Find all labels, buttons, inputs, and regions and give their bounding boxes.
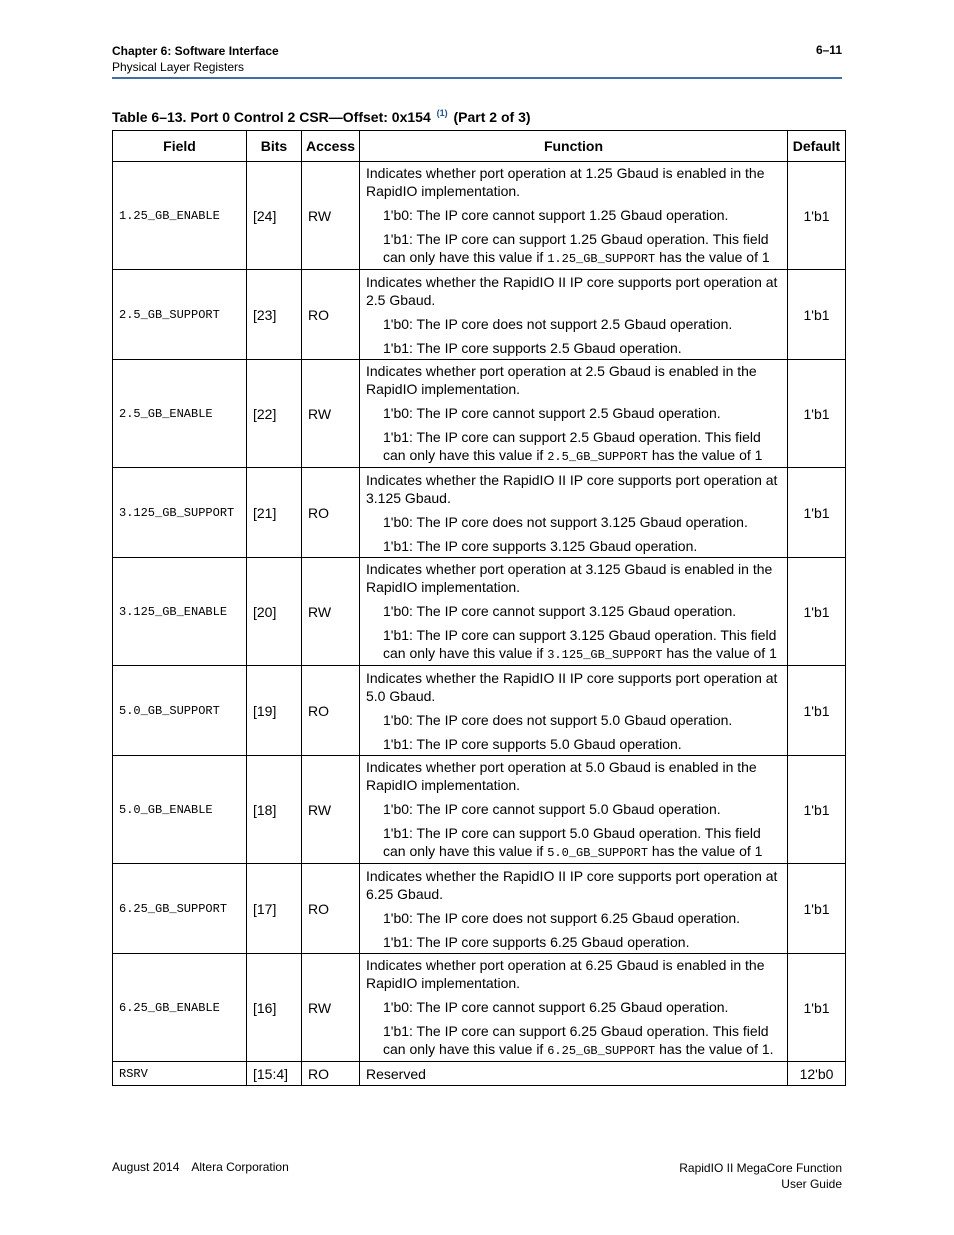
register-field-name: 2.5_GB_ENABLE bbox=[113, 360, 247, 468]
register-access: RO bbox=[302, 468, 360, 558]
register-access: RW bbox=[302, 756, 360, 864]
register-bits: [17] bbox=[247, 864, 302, 954]
register-access: RW bbox=[302, 954, 360, 1062]
function-option-1-tail: has the value of 1 bbox=[648, 842, 763, 859]
register-access: RO bbox=[302, 1062, 360, 1086]
register-function bbox=[360, 162, 788, 270]
function-option-1-text: 1'b1: The IP core supports 6.25 Gbaud operation. bbox=[383, 933, 690, 950]
footer-right bbox=[679, 1160, 842, 1192]
function-option-1 bbox=[366, 735, 781, 753]
table-body bbox=[113, 162, 846, 1086]
register-field-name: 6.25_GB_ENABLE bbox=[113, 954, 247, 1062]
register-field-name: 6.25_GB_SUPPORT bbox=[113, 864, 247, 954]
register-function bbox=[360, 954, 788, 1062]
register-default: 1'b1 bbox=[788, 468, 846, 558]
register-field-name: 3.125_GB_ENABLE bbox=[113, 558, 247, 666]
table-note-link[interactable]: (1) bbox=[436, 108, 448, 118]
function-option-1-text: 1'b1: The IP core can support 3.125 Gbaud operation. This field can only have this value if bbox=[383, 626, 777, 661]
function-description: Indicates whether port operation at 1.25 Gbaud is enabled in the RapidIO implementation. bbox=[366, 164, 765, 199]
function-option-1-code: 3.125_GB_SUPPORT bbox=[547, 647, 663, 662]
function-option-1-code: 1.25_GB_SUPPORT bbox=[547, 251, 656, 266]
function-option-1-code: 2.5_GB_SUPPORT bbox=[547, 449, 649, 464]
register-default: 1'b1 bbox=[788, 558, 846, 666]
function-option-0: 1'b0: The IP core does not support 6.25 Gbaud operation. bbox=[383, 909, 741, 926]
register-function bbox=[360, 468, 788, 558]
table-row bbox=[113, 756, 846, 864]
table-row bbox=[113, 270, 846, 360]
register-bits: [24] bbox=[247, 162, 302, 270]
register-bits: [19] bbox=[247, 666, 302, 756]
chapter-title: Chapter 6: Software Interface bbox=[112, 44, 279, 58]
function-option-1-text: 1'b1: The IP core supports 3.125 Gbaud operation. bbox=[383, 537, 698, 554]
footer-date: August 2014 bbox=[112, 1160, 180, 1174]
column-header-bits: Bits bbox=[247, 131, 302, 162]
function-option-1-tail: has the value of 1. bbox=[655, 1040, 774, 1057]
register-default: 1'b1 bbox=[788, 666, 846, 756]
register-function bbox=[360, 270, 788, 360]
register-table bbox=[112, 130, 846, 1086]
register-bits: [20] bbox=[247, 558, 302, 666]
register-default: 1'b1 bbox=[788, 954, 846, 1062]
register-default: 1'b1 bbox=[788, 360, 846, 468]
function-option-1 bbox=[366, 824, 781, 862]
function-description: Indicates whether port operation at 5.0 Gbaud is enabled in the RapidIO implementation. bbox=[366, 758, 757, 793]
table-caption-title: Table 6–13. Port 0 Control 2 CSR—Offset: 0x154 bbox=[112, 109, 431, 125]
function-option-1 bbox=[366, 1022, 781, 1060]
table-row bbox=[113, 360, 846, 468]
register-function bbox=[360, 864, 788, 954]
register-function bbox=[360, 1062, 788, 1086]
table-row bbox=[113, 162, 846, 270]
register-access: RW bbox=[302, 360, 360, 468]
function-option-1-tail: has the value of 1 bbox=[648, 446, 763, 463]
function-description: Indicates whether the RapidIO II IP core supports port operation at 5.0 Gbaud. bbox=[366, 669, 778, 704]
footer-left bbox=[112, 1160, 289, 1174]
function-option-0: 1'b0: The IP core does not support 5.0 Gbaud operation. bbox=[383, 711, 733, 728]
register-default: 1'b1 bbox=[788, 864, 846, 954]
function-option-1-code: 6.25_GB_SUPPORT bbox=[547, 1043, 656, 1058]
register-bits: [23] bbox=[247, 270, 302, 360]
function-option-1-tail: has the value of 1 bbox=[655, 248, 770, 265]
footer-doc-type: User Guide bbox=[781, 1177, 842, 1191]
function-option-0: 1'b0: The IP core cannot support 1.25 Gbaud operation. bbox=[383, 206, 729, 223]
running-header bbox=[112, 43, 279, 75]
register-function bbox=[360, 558, 788, 666]
function-option-1 bbox=[366, 230, 781, 268]
function-option-1-tail: has the value of 1 bbox=[662, 644, 777, 661]
table-caption-part: (Part 2 of 3) bbox=[453, 109, 531, 125]
function-description: Indicates whether port operation at 2.5 Gbaud is enabled in the RapidIO implementation. bbox=[366, 362, 757, 397]
table-row bbox=[113, 666, 846, 756]
register-access: RO bbox=[302, 864, 360, 954]
register-bits: [22] bbox=[247, 360, 302, 468]
register-access: RW bbox=[302, 162, 360, 270]
register-default: 1'b1 bbox=[788, 756, 846, 864]
column-header-access: Access bbox=[302, 131, 360, 162]
register-function bbox=[360, 666, 788, 756]
register-field-name: 3.125_GB_SUPPORT bbox=[113, 468, 247, 558]
function-description: Indicates whether the RapidIO II IP core supports port operation at 6.25 Gbaud. bbox=[366, 867, 778, 902]
table-row bbox=[113, 954, 846, 1062]
page-number: 6–11 bbox=[815, 43, 842, 57]
function-option-0: 1'b0: The IP core cannot support 2.5 Gbaud operation. bbox=[383, 404, 721, 421]
register-default: 1'b1 bbox=[788, 162, 846, 270]
column-header-function: Function bbox=[360, 131, 788, 162]
function-option-0: 1'b0: The IP core cannot support 6.25 Gbaud operation. bbox=[383, 998, 729, 1015]
footer-product: RapidIO II MegaCore Function bbox=[679, 1161, 842, 1175]
register-field-name: RSRV bbox=[113, 1062, 247, 1086]
register-access: RO bbox=[302, 666, 360, 756]
footer-company: Altera Corporation bbox=[191, 1160, 289, 1174]
register-field-name: 1.25_GB_ENABLE bbox=[113, 162, 247, 270]
function-description: Indicates whether the RapidIO II IP core supports port operation at 3.125 Gbaud. bbox=[366, 471, 778, 506]
register-access: RW bbox=[302, 558, 360, 666]
column-header-default: Default bbox=[788, 131, 846, 162]
register-function bbox=[360, 360, 788, 468]
function-description: Indicates whether port operation at 3.125 Gbaud is enabled in the RapidIO implementation. bbox=[366, 560, 773, 595]
function-option-1 bbox=[366, 626, 781, 664]
register-bits: [21] bbox=[247, 468, 302, 558]
function-option-1-text: 1'b1: The IP core can support 1.25 Gbaud operation. This field can only have this value if bbox=[383, 230, 769, 265]
table-caption bbox=[112, 108, 531, 125]
function-option-0: 1'b0: The IP core does not support 3.125 Gbaud operation. bbox=[383, 513, 748, 530]
function-option-0: 1'b0: The IP core cannot support 5.0 Gbaud operation. bbox=[383, 800, 721, 817]
header-divider bbox=[112, 77, 842, 79]
table-row bbox=[113, 468, 846, 558]
register-access: RO bbox=[302, 270, 360, 360]
function-option-1 bbox=[366, 537, 781, 555]
table-row bbox=[113, 1062, 846, 1086]
function-option-1-code: 5.0_GB_SUPPORT bbox=[547, 845, 649, 860]
table-row bbox=[113, 558, 846, 666]
function-option-0: 1'b0: The IP core cannot support 3.125 Gbaud operation. bbox=[383, 602, 737, 619]
function-description: Indicates whether port operation at 6.25 Gbaud is enabled in the RapidIO implementation. bbox=[366, 956, 765, 991]
function-option-1-text: 1'b1: The IP core can support 5.0 Gbaud operation. This field can only have this value if bbox=[383, 824, 761, 859]
function-option-0: 1'b0: The IP core does not support 2.5 Gbaud operation. bbox=[383, 315, 733, 332]
function-option-1 bbox=[366, 428, 781, 466]
section-title: Physical Layer Registers bbox=[112, 60, 245, 74]
function-option-1-text: 1'b1: The IP core supports 5.0 Gbaud operation. bbox=[383, 735, 682, 752]
function-option-1-text: 1'b1: The IP core can support 2.5 Gbaud operation. This field can only have this value if bbox=[383, 428, 761, 463]
register-field-name: 5.0_GB_ENABLE bbox=[113, 756, 247, 864]
register-default: 12'b0 bbox=[788, 1062, 846, 1086]
table-header-row bbox=[113, 131, 846, 162]
register-bits: [16] bbox=[247, 954, 302, 1062]
register-function bbox=[360, 756, 788, 864]
function-description: Reserved bbox=[366, 1065, 426, 1082]
register-default: 1'b1 bbox=[788, 270, 846, 360]
function-option-1-text: 1'b1: The IP core supports 2.5 Gbaud operation. bbox=[383, 339, 682, 356]
register-field-name: 5.0_GB_SUPPORT bbox=[113, 666, 247, 756]
register-field-name: 2.5_GB_SUPPORT bbox=[113, 270, 247, 360]
function-option-1 bbox=[366, 933, 781, 951]
register-bits: [15:4] bbox=[247, 1062, 302, 1086]
register-bits: [18] bbox=[247, 756, 302, 864]
column-header-field: Field bbox=[113, 131, 247, 162]
table-row bbox=[113, 864, 846, 954]
function-option-1 bbox=[366, 339, 781, 357]
function-option-1-text: 1'b1: The IP core can support 6.25 Gbaud operation. This field can only have this value if bbox=[383, 1022, 769, 1057]
function-description: Indicates whether the RapidIO II IP core supports port operation at 2.5 Gbaud. bbox=[366, 273, 778, 308]
